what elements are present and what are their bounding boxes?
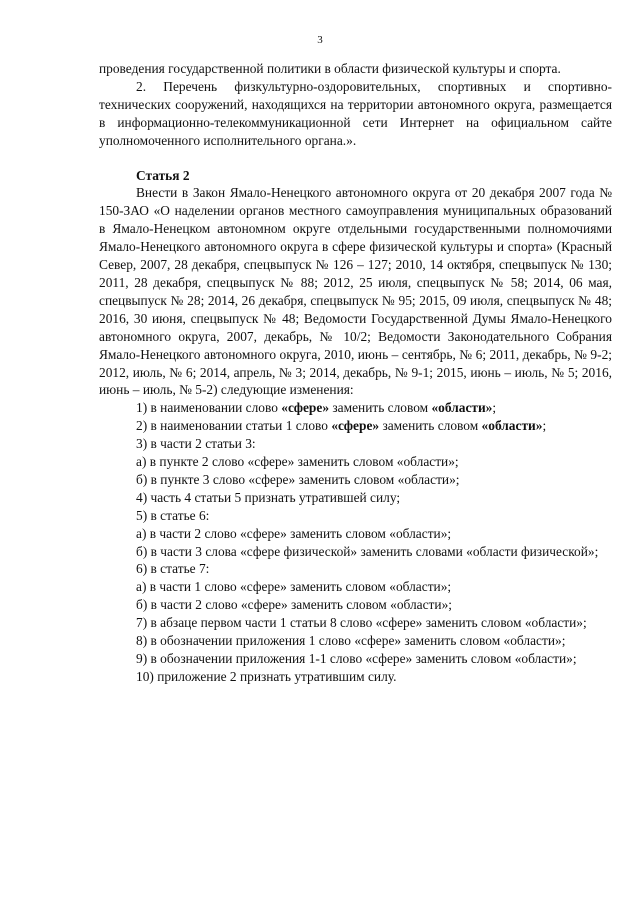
page-number: 3 — [317, 34, 323, 46]
list-item-3b: б) в пункте 3 слово «сфере» заменить словом «области»; — [136, 471, 460, 487]
list-item-1: 1) в наименовании слово «сфере» заменить словом «области»; — [136, 400, 497, 416]
list-item-4: 4) часть 4 статьи 5 признать утратившей силу; — [136, 489, 401, 505]
paragraph-continuation: проведения государственной политики в области физической культуры и спорта. — [99, 61, 561, 76]
list-item-6: 6) в статье 7: — [136, 561, 210, 577]
list-item-6b: б) в части 2 слово «сфере» заменить словом «области»; — [136, 597, 452, 613]
article-title: Статья 2 — [136, 167, 190, 183]
spacer — [99, 150, 612, 167]
list-item-3: 3) в части 2 статьи 3: — [136, 436, 256, 452]
document-body — [99, 60, 612, 686]
article-intro: Внести в Закон Ямало-Ненецкого автономного округа от 20 декабря 2007 года № 150-ЗАО «О наделении органов местного самоуправления муниципальных образований в Ямало-Ненецком автономном округе отдельными государственными полномочиями Ямало-Ненецкого автономного округа в сфере физической культуры и спорта» (Красный Север, 2007, 28 декабря, спецвыпуск № 126 – 127; 2010, 14 октября, спецвыпуск № 130; 2011, 28 декабря, спецвыпуск № 88; 2012, 25 июля, спецвыпуск № 58; 2014, 06 мая, спецвыпуск № 28; 2014, 26 декабря, спецвыпуск № 95; 2015, 09 июля, спецвыпуск № 48; 2016, 30 июня, спецвыпуск № 48; Ведомости Государственной Думы Ямало-Ненецкого автономного округа, 2007, декабрь, № 10/2; Ведомости Законодательного Собрания Ямало-Ненецкого автономного округа, 2010, июнь – сентябрь, № 6; 2011, декабрь, № 9-2; 2012, июль, № 6; 2014, апрель, № 3; 2014, декабрь, № 9-1; 2015, июнь – июль, № 5; 2016, июнь – июль, № 5-2) следующие изменения: — [99, 185, 612, 398]
list-item-10: 10) приложение 2 признать утратившим силу. — [136, 668, 397, 684]
list-item-7: 7) в абзаце первом части 1 статьи 8 слово «сфере» заменить словом «области»; — [136, 615, 587, 631]
list-item-5: 5) в статье 6: — [136, 507, 210, 523]
paragraph-item-2: 2. Перечень физкультурно-оздоровительных, спортивных и спортивно-технических сооружений, находящихся на территории автономного округа, размещается в информационно-телекоммуникационной сети Интернет на официальном сайте уполномоченного исполнительного органа.». — [99, 78, 612, 148]
list-item-9: 9) в обозначении приложения 1-1 слово «сфере» заменить словом «области»; — [136, 651, 577, 666]
list-item-6a: а) в части 1 слово «сфере» заменить словом «области»; — [136, 579, 452, 595]
list-item-5b: б) в части 3 слова «сфере физической» заменить словами «области физической»; — [136, 543, 599, 559]
list-item-8: 8) в обозначении приложения 1 слово «сфере» заменить словом «области»; — [136, 633, 566, 649]
list-item-5a: а) в части 2 слово «сфере» заменить словом «области»; — [136, 525, 452, 541]
list-item-2: 2) в наименовании статьи 1 слово «сфере» заменить словом «области»; — [136, 418, 547, 434]
list-item-3a: а) в пункте 2 слово «сфере» заменить словом «области»; — [136, 454, 459, 470]
